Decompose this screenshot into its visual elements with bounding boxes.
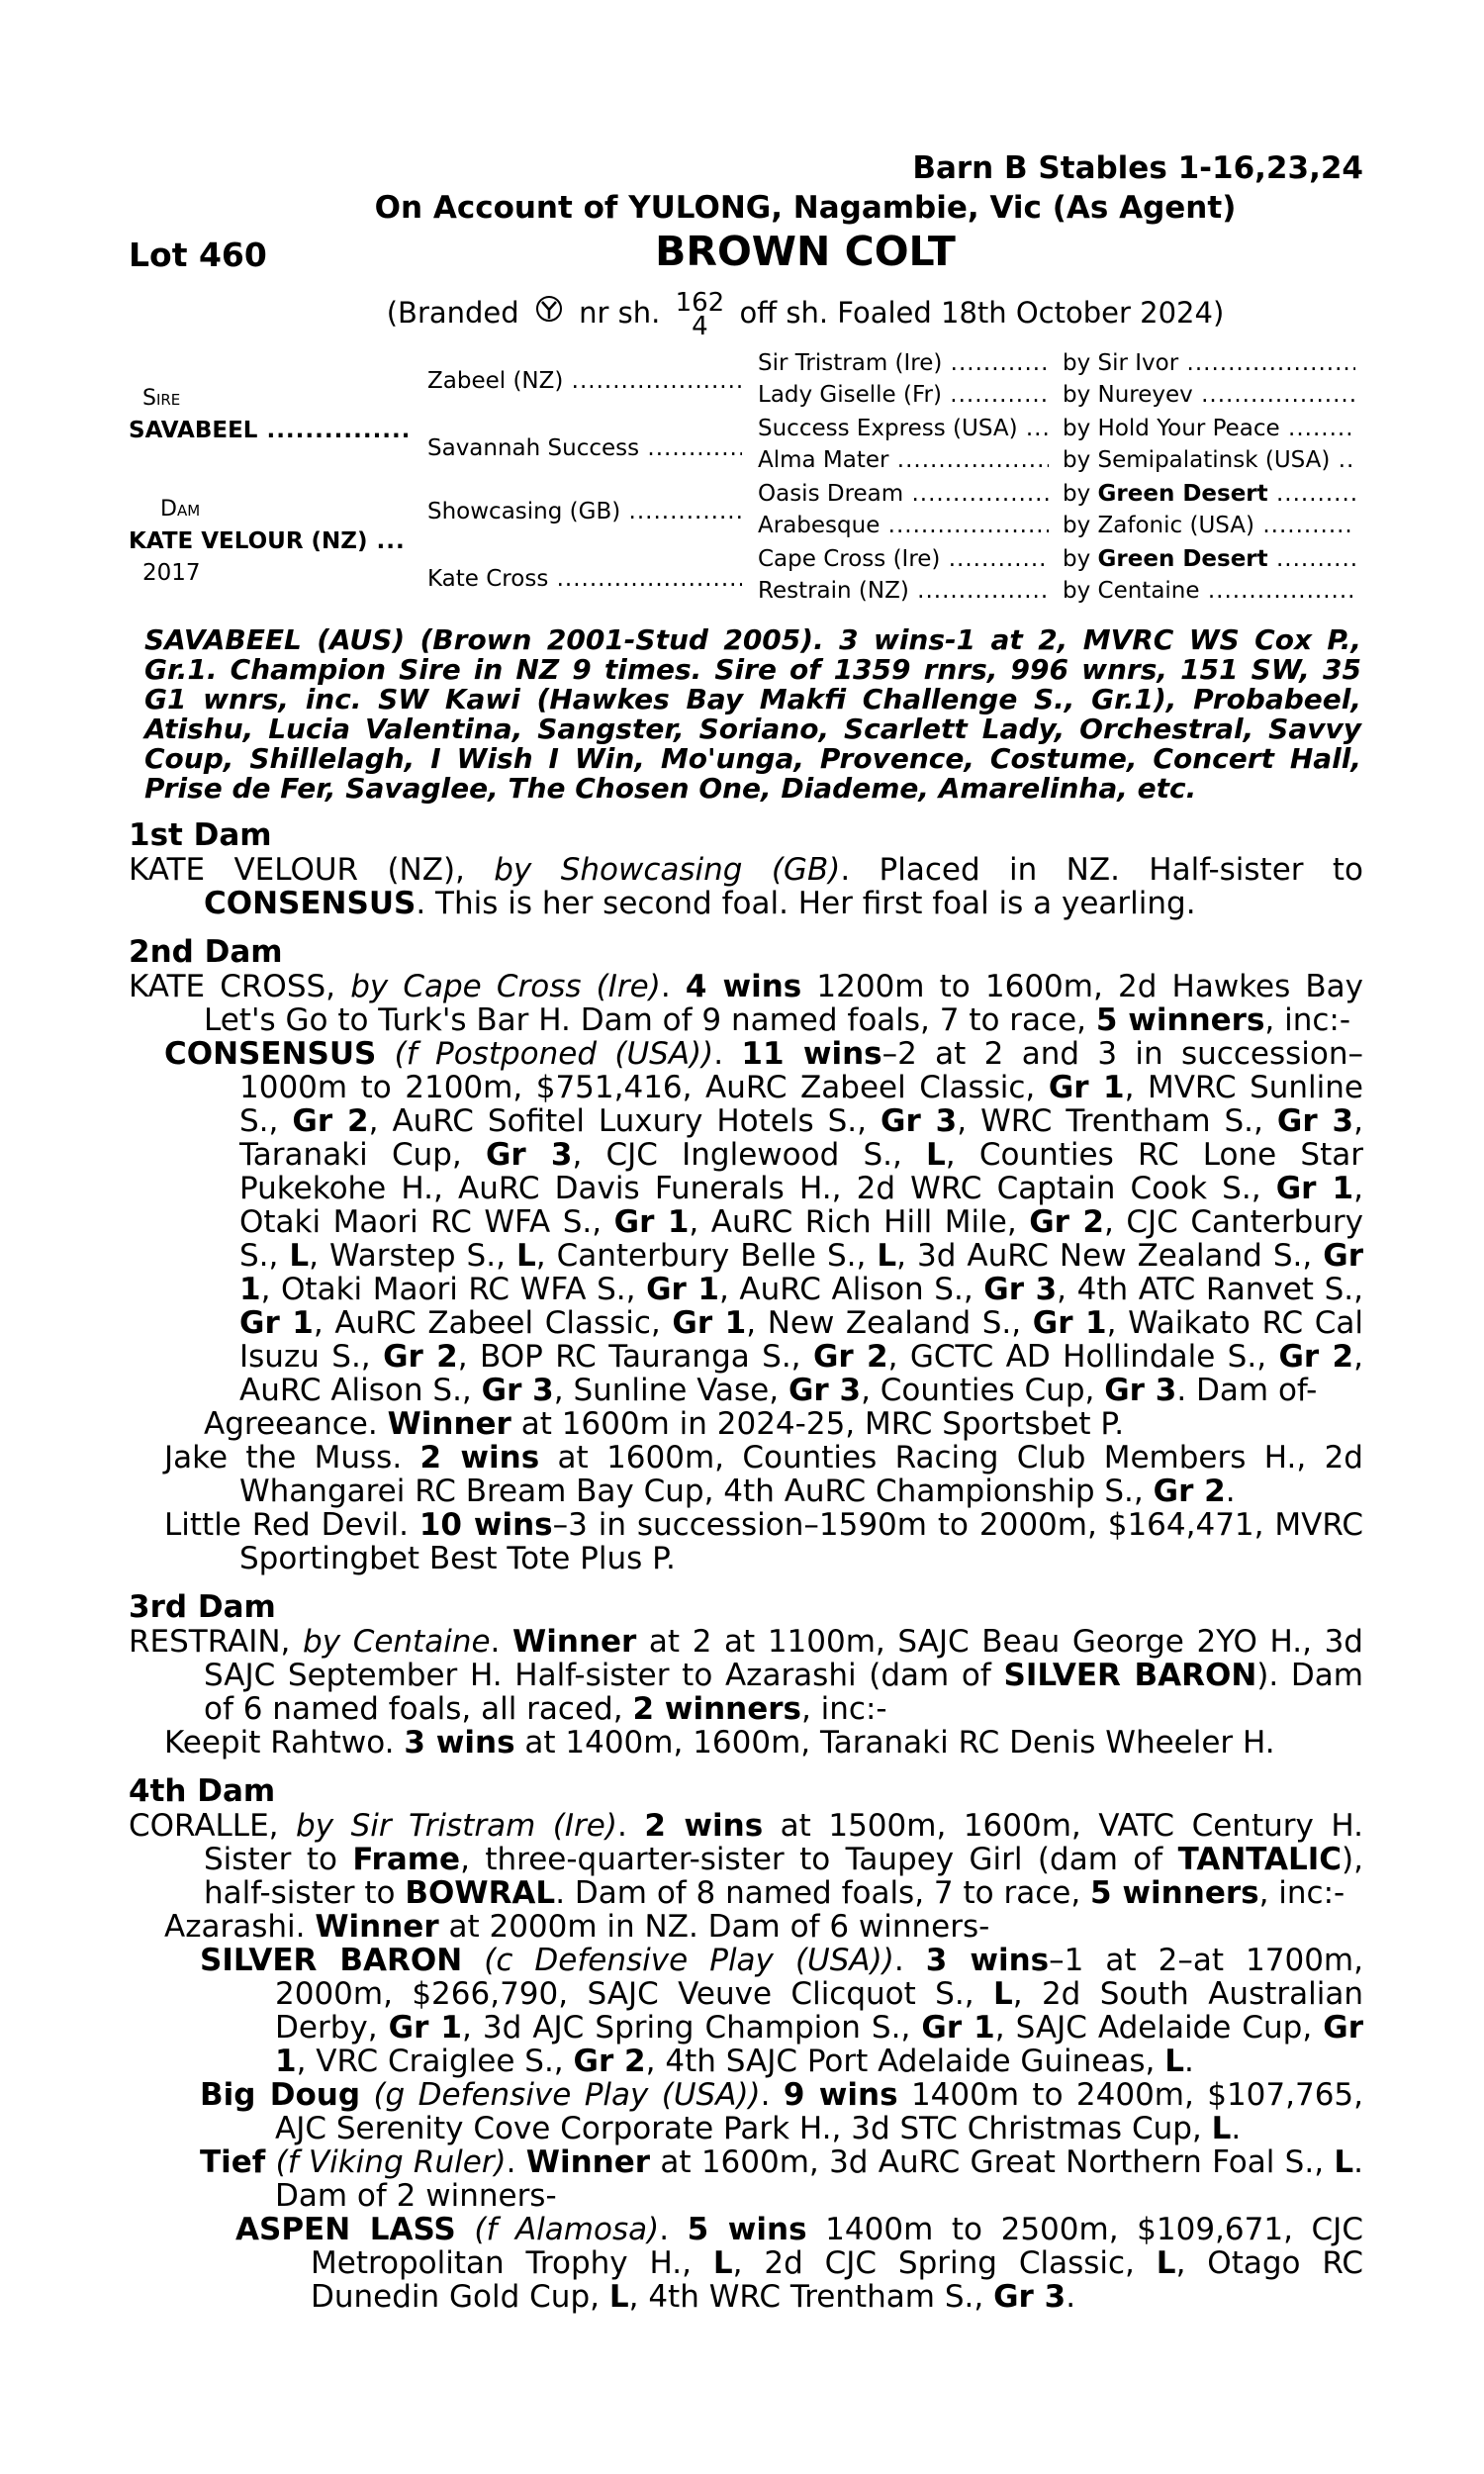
ancestor-8-sire: by Centaine ..... <box>1063 578 1355 604</box>
branded-near-side: nr sh. <box>579 296 661 330</box>
dam-name: KATE VELOUR (NZ) ..... <box>129 528 408 554</box>
pedigree-table <box>129 348 1363 616</box>
second-dam-text: KATE CROSS, by Cape Cross (Ire). 4 wins 1200m to 1600m, 2d Hawkes Bay Let's Go to Turk's Bar H. Dam of 9 named foals, 7 to race, 5 winners, inc:- <box>129 969 1363 1038</box>
vendor-account: On Account of YULONG, Nagambie, Vic (As Agent) <box>374 190 1237 226</box>
third-dam-progeny-keepit: Keepit Rahtwo. 3 wins at 1400m, 1600m, Taranaki RC Denis Wheeler H. <box>164 1725 1275 1760</box>
ancestor-2-sire: by Nureyev ..... <box>1063 382 1355 408</box>
brand-line <box>129 288 1363 341</box>
horse-title: BROWN COLT <box>655 228 956 275</box>
third-dam-text: RESTRAIN, by Centaine. Winner at 2 at 1100m, SAJC Beau George 2YO H., 3d SAJC September H. Half-sister to Azarashi (dam of SILVER BARON). Dam of 6 named foals, all raced, 2 winners, inc:- <box>129 1624 1363 1727</box>
fourth-dam-silver-baron: SILVER BARON (c Defensive Play (USA)). 3 wins–1 at 2–at 1700m, 2000m, $266,790, SAJC Veuve Clicquot S., L, 2d South Australian Derby, Gr 1, 3d AJC Spring Champion S., Gr 1, SAJC Adelaide Cup, Gr 1, VRC Craiglee S., Gr 2, 4th SAJC Port Adelaide Guineas, L. <box>200 1943 1363 2079</box>
ancestor-1: Sir Tristram (Ire) ..... <box>758 350 1049 376</box>
catalogue-page <box>129 148 1363 2314</box>
brand-number <box>675 288 725 341</box>
ancestor-1-sire: by Sir Ivor ..... <box>1063 350 1355 376</box>
ancestor-5: Oasis Dream ..... <box>758 481 1049 507</box>
third-dam-heading: 3rd Dam <box>129 1589 276 1625</box>
ancestor-4: Alma Mater ..... <box>758 447 1049 473</box>
fourth-dam-tief: Tief (f Viking Ruler). Winner at 1600m, 3d AuRC Great Northern Foal S., L. Dam of 2 winners- <box>200 2144 1363 2214</box>
grandsire-1: Zabeel (NZ) ..... <box>427 368 742 394</box>
ancestor-5-sire: by Green Desert ..... <box>1063 481 1355 507</box>
grandsire-3: Showcasing (GB) ..... <box>427 499 742 524</box>
lot-number: Lot 460 <box>129 236 267 274</box>
brand-number-top: 162 <box>675 288 725 318</box>
sire-name: SAVABEEL ..... <box>129 418 408 443</box>
dam-label: Dam <box>160 497 201 522</box>
ancestor-4-sire: by Semipalatinsk (USA) ..... <box>1063 447 1355 473</box>
ancestor-3-sire: by Hold Your Peace ..... <box>1063 416 1355 441</box>
grandsire-2: Savannah Success ..... <box>427 435 742 461</box>
fourth-dam-aspen-lass: ASPEN LASS (f Alamosa). 5 wins 1400m to 2500m, $109,671, CJC Metropolitan Trophy H., L, 2d CJC Spring Classic, L, Otago RC Dunedin Gold Cup, L, 4th WRC Trentham S., Gr 3. <box>235 2212 1363 2315</box>
sire-summary: SAVABEEL (AUS) (Brown 2001-Stud 2005). 3 wins-1 at 2, MVRC WS Cox P., Gr.1. Champion Sire in NZ 9 times. Sire of 1359 rnrs, 996 wnrs, 151 SW, 35 G1 wnrs, inc. SW Kawi (Hawkes Bay Makfi Challenge S., Gr.1), Probabeel, Atishu, Lucia Valentina, Sangster, Soriano, Scarlett Lady, Orchestral, Savvy Coup, Shillelagh, I Wish I Win, Mo'unga, Provence, Costume, Concert Hall, Prise de Fer, Savaglee, The Chosen One, Diademe, Amarelinha, etc. <box>144 623 1361 805</box>
fourth-dam-big-doug: Big Doug (g Defensive Play (USA)). 9 wins 1400m to 2400m, $107,765, AJC Serenity Cove Corporate Park H., 3d STC Christmas Cup, L. <box>200 2077 1364 2146</box>
fourth-dam-heading: 4th Dam <box>129 1773 276 1809</box>
fourth-dam-progeny-azarashi: Azarashi. Winner at 2000m in NZ. Dam of 6 winners- <box>164 1909 990 1945</box>
ancestor-8: Restrain (NZ) ..... <box>758 578 1049 604</box>
second-dam-progeny-little-red-devil: Little Red Devil. 10 wins–3 in succession–1590m to 2000m, $164,471, MVRC Sportingbet Best Tote Plus P. <box>164 1507 1363 1576</box>
ancestor-7-sire: by Green Desert ..... <box>1063 546 1355 572</box>
brand-mark-icon <box>532 295 566 334</box>
sire-label: Sire <box>142 386 181 411</box>
ancestor-3: Success Express (USA) ..... <box>758 416 1049 441</box>
first-dam-heading: 1st Dam <box>129 817 272 853</box>
first-dam-text: KATE VELOUR (NZ), by Showcasing (GB). Placed in NZ. Half-sister to CONSENSUS. This is her second foal. Her first foal is a yearling. <box>129 852 1364 921</box>
ancestor-6: Arabesque ..... <box>758 513 1049 538</box>
lot-row <box>129 228 1363 283</box>
fourth-dam-text: CORALLE, by Sir Tristram (Ire). 2 wins at 1500m, 1600m, VATC Century H. Sister to Frame, three-quarter-sister to Taupey Girl (dam of TANTALIC), half-sister to BOWRAL. Dam of 8 named foals, 7 to race, 5 winners, inc:- <box>129 1808 1363 1911</box>
ancestor-2: Lady Giselle (Fr) ..... <box>758 382 1049 408</box>
brand-number-bottom: 4 <box>692 312 708 341</box>
second-dam-progeny-consensus: CONSENSUS (f Postponed (USA)). 11 wins–2 at 2 and 3 in succession–1000m to 2100m, $751,416, AuRC Zabeel Classic, Gr 1, MVRC Sunline S., Gr 2, AuRC Sofitel Luxury Hotels S., Gr 3, WRC Trentham S., Gr 3, Taranaki Cup, Gr 3, CJC Inglewood S., L, Counties RC Lone Star Pukekohe H., AuRC Davis Funerals H., 2d WRC Captain Cook S., Gr 1, Otaki Maori RC WFA S., Gr 1, AuRC Rich Hill Mile, Gr 2, CJC Canterbury S., L, Warstep S., L, Canterbury Belle S., L, 3d AuRC New Zealand S., Gr 1, Otaki Maori RC WFA S., Gr 1, AuRC Alison S., Gr 3, 4th ATC Ranvet S., Gr 1, AuRC Zabeel Classic, Gr 1, New Zealand S., Gr 1, Waikato RC Cal Isuzu S., Gr 2, BOP RC Tauranga S., Gr 2, GCTC AD Hollindale S., Gr 2, AuRC Alison S., Gr 3, Sunline Vase, Gr 3, Counties Cup, Gr 3. Dam of- <box>164 1036 1363 1408</box>
second-dam-agreeance: Agreeance. Winner at 1600m in 2024-25, MRC Sportsbet P. <box>204 1406 1125 1442</box>
second-dam-heading: 2nd Dam <box>129 934 283 970</box>
second-dam-progeny-jake: Jake the Muss. 2 wins at 1600m, Counties Racing Club Members H., 2d Whangarei RC Bream Bay Cup, 4th AuRC Championship S., Gr 2. <box>164 1440 1363 1509</box>
dam-year: 2017 <box>142 560 201 586</box>
branded-text: (Branded <box>386 296 519 330</box>
branded-foaled: off sh. Foaled 18th October 2024) <box>739 296 1225 330</box>
barn-location: Barn B Stables 1-16,23,24 <box>912 150 1363 186</box>
ancestor-7: Cape Cross (Ire) ..... <box>758 546 1049 572</box>
grandsire-4: Kate Cross ..... <box>427 566 742 592</box>
ancestor-6-sire: by Zafonic (USA) ..... <box>1063 513 1355 538</box>
